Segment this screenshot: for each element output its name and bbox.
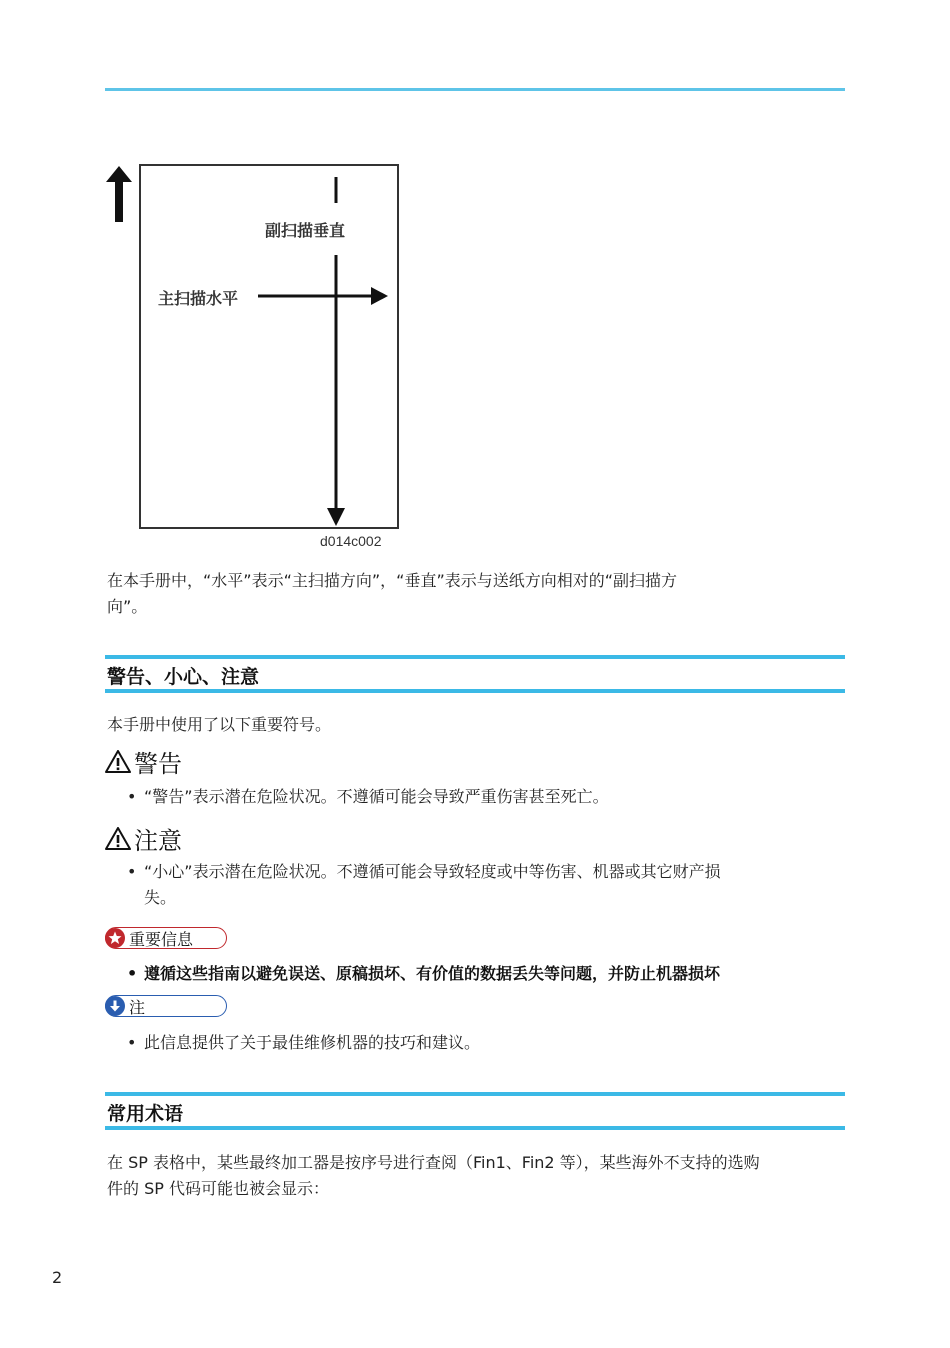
terms-line-2: 件的 SP 代码可能也被会显示： (107, 1179, 329, 1198)
feed-direction-arrow (106, 166, 132, 222)
bullet-dot: • (127, 964, 138, 983)
header-rule (105, 88, 845, 91)
caution-bullet (127, 859, 827, 911)
terms-paragraph (107, 1150, 847, 1202)
note-text: 此信息提供了关于最佳维修机器的技巧和建议。 (144, 1033, 481, 1052)
down-arrow-icon (105, 996, 125, 1016)
section-heading-warnings (105, 655, 845, 693)
symbols-intro: 本手册中使用了以下重要符号。 (107, 715, 332, 734)
warning-title: 警告 (134, 750, 182, 778)
important-bullet (127, 961, 827, 987)
important-label: 重要信息 (129, 929, 194, 949)
caution-title: 注意 (134, 827, 182, 855)
note-badge (105, 995, 227, 1017)
caution-heading (105, 821, 182, 856)
bullet-dot: • (127, 787, 137, 806)
page-number: 2 (52, 1268, 63, 1287)
label-main-scan-horizontal: 主扫描水平 (158, 289, 239, 308)
important-text: 遵循这些指南以避免误送、原稿损坏、有价值的数据丢失等问题，并防止机器损坏 (144, 964, 721, 983)
intro-paragraph (107, 568, 832, 620)
caution-text-line-2: 失。 (144, 888, 177, 907)
label-sub-scan-vertical: 副扫描垂直 (265, 221, 346, 240)
bullet-dot: • (127, 1033, 137, 1052)
section-title: 警告、小心、注意 (107, 666, 260, 688)
intro-line-2: 向”。 (107, 597, 148, 616)
warning-triangle-icon (105, 750, 131, 774)
bullet-dot: • (127, 862, 137, 881)
terms-line-1: 在 SP 表格中，某些最终加工器是按序号进行查阅（Fin1、Fin2 等），某些海外不支持的选购 (107, 1153, 760, 1172)
warning-bullet (127, 784, 827, 810)
caution-triangle-icon (105, 827, 131, 851)
sub-scan-arrowhead (327, 508, 345, 526)
note-bullet (127, 1030, 827, 1056)
section-title: 常用术语 (107, 1103, 184, 1125)
figure-code: d014c002 (320, 533, 382, 549)
star-icon (105, 928, 125, 948)
scan-direction-figure (105, 160, 425, 555)
important-badge (105, 927, 227, 949)
main-scan-arrowhead (371, 287, 388, 305)
caution-text (127, 859, 827, 911)
section-heading-terms (105, 1092, 845, 1130)
intro-line-1: 在本手册中，“水平”表示“主扫描方向”，“垂直”表示与送纸方向相对的“副扫描方 (107, 571, 678, 590)
warning-text: “警告”表示潜在危险状况。不遵循可能会导致严重伤害甚至死亡。 (144, 787, 609, 806)
warning-heading (105, 744, 182, 779)
note-label: 注 (129, 997, 146, 1017)
caution-text-line-1: “小心”表示潜在危险状况。不遵循可能会导致轻度或中等伤害、机器或其它财产损 (144, 862, 721, 881)
